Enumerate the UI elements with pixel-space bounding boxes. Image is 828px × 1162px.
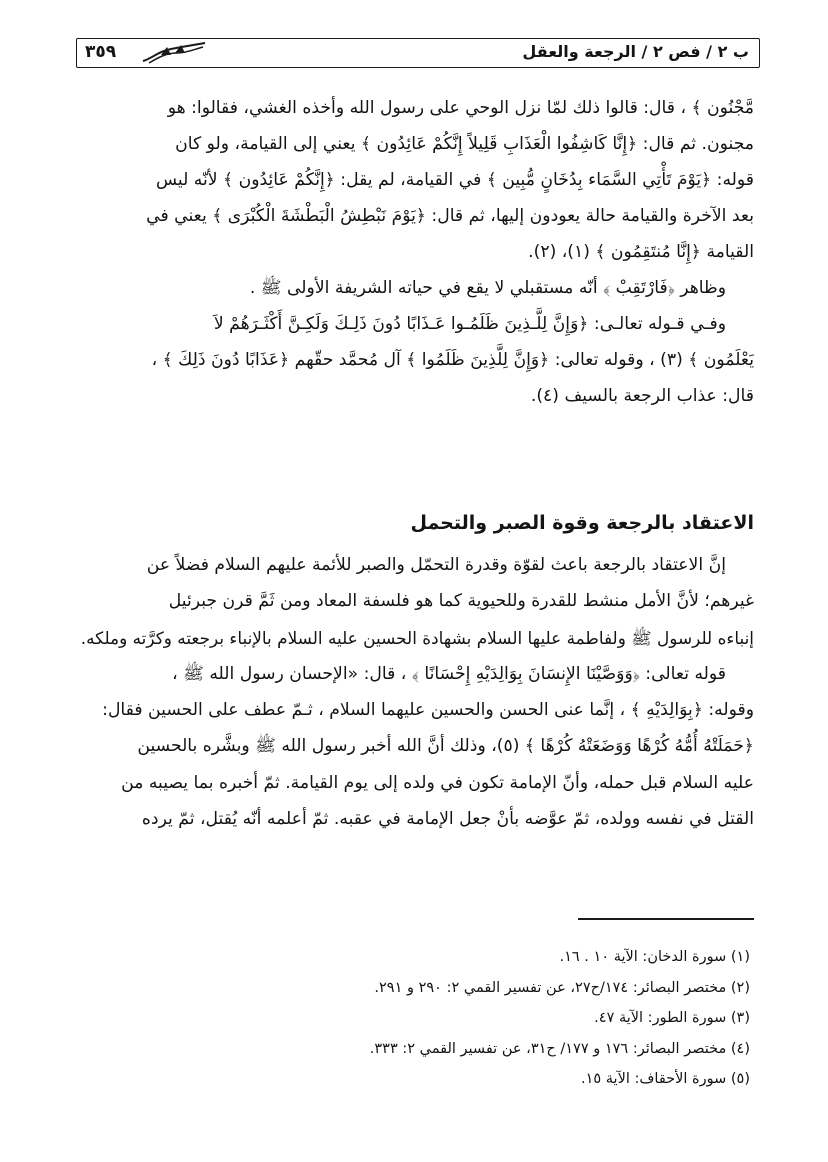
text-line: غيرهم؛ لأنَّ الأمل منشط للقدرة وللحيوية كما هو فلسفة المعاد ومن ثَمَّ قرن جبرئيل — [168, 591, 754, 612]
section-heading: الاعتقاد بالرجعة وقوة الصبر والتحمل — [410, 512, 754, 534]
footnote: (٤) مختصر البصائر: ١٧٦ و ١٧٧/ ح٣١، عن تفسير القمي ٢: ٣٣٣. — [369, 1040, 750, 1057]
footnotes — [370, 942, 750, 1095]
footnote: (٥) سورة الأحقاف: الآية ١٥. — [580, 1071, 750, 1087]
text-line: مجنون. ثم قال: ﴿إِنَّا كَاشِفُوا الْعَذَابِ قَلِيلاً إِنَّكُمْ عَائِدُون ﴾ يعني إلى القيامة، ولو كان — [175, 134, 754, 154]
page-number: ٣٥٩ — [85, 42, 117, 62]
footnote: (١) سورة الدخان: الآية ١٠ . ١٦. — [559, 949, 750, 965]
text-line: وقوله: ﴿بِوَالِدَيْهِ ﴾ ، إنَّما عنى الحسن والحسين عليهما السلام ، ثـمّ عطف على الحسين فقال: — [102, 700, 754, 721]
text-line: ﴿حَمَلَتْهُ أُمُّهُ كُرْهًا وَوَضَعَتْهُ كُرْهًا ﴾ (٥)، وذلك أنَّ الله أخبر رسول الله ﷺ وبشَّره بالحسين — [137, 736, 754, 757]
section-1-text — [74, 90, 754, 414]
text-line: القيامة ﴿إِنَّا مُنتَقِمُون ﴾ (١)، (٢). — [528, 242, 754, 262]
section-2-text — [74, 547, 754, 837]
text-line: قال: عذاب الرجعة بالسيف (٤). — [530, 386, 754, 406]
text-line: يَعْلَمُون ﴾ (٣) ، وقوله تعالى: ﴿وَإِنَّ لِلَّذِينَ ظَلَمُوا ﴾ آل مُحمَّد حقّهم ﴿عَذَابًا دُونَ ذَلِكَ ﴾ ، — [151, 350, 754, 370]
footnote: (٣) سورة الطور: الآية ٤٧. — [594, 1010, 750, 1026]
footnote-divider — [578, 918, 754, 920]
running-title: ب ٢ / فص ٢ / الرجعة والعقل — [522, 42, 749, 61]
footnote: (٢) مختصر البصائر: ١٧٤/ح٢٧، عن تفسير القمي ٢: ٢٩٠ و ٢٩١. — [374, 979, 750, 996]
text-line: وظاهر ﴿فَارْتَقِبْ ﴾ أنّه مستقبلي لا يقع في حياته الشريفة الأولى ﷺ . — [249, 278, 726, 298]
text-line: بعد الآخرة والقيامة حالة يعودون إليها، ثم قال: ﴿يَوْمَ نَبْطِشُ الْبَطْشَةَ الْكُبْرَى ﴾ يعني في — [146, 206, 754, 226]
page-header — [76, 38, 760, 68]
text-line: إنَّ الاعتقاد بالرجعة باعث لقوّة وقدرة التحمّل والصبر للأئمة عليهم السلام فضلاً عن — [146, 555, 726, 575]
ornament-icon — [141, 41, 207, 65]
text-line: قوله تعالى: ﴿وَوَصَّيْنَا الإِنسَانَ بِوَالِدَيْهِ إِحْسَانًا ﴾ ، قال: «الإحسان رسول الله ﷺ ، — [172, 663, 726, 684]
text-line: وفـي قـوله تعالـى: ﴿وَإِنَّ لِلَّـذِينَ ظَلَمُـوا عَـذَابًا دُونَ ذَلِـكَ وَلَكِـنَّ أَكْثَـرَهُمْ لاَ — [213, 314, 726, 334]
text-line: عليه السلام قبل حمله، وأنّ الإمامة تكون في ولده إلى يوم القيامة. ثمّ أخبره بما يصيبه من — [121, 772, 754, 793]
text-line: قوله: ﴿يَوْمَ تَأْتِي السَّمَاء بِدُخَانٍ مُّبِين ﴾ في القيامة، لم يقل: ﴿إِنَّكُمْ عَائِدُون ﴾ لأنّه ليس — [155, 170, 754, 190]
text-line: إنباءه للرسول ﷺ ولفاطمة عليها السلام بشهادة الحسين عليه السلام بالإنباء برجعته وكرَّته وملكه. — [80, 627, 754, 648]
text-line: مَّجْنُون ﴾ ، قال: قالوا ذلك لمّا نزل الوحي على رسول الله وأخذه الغشي، فقالوا: هو — [167, 98, 754, 118]
text-line: القتل في نفسه وولده، ثمّ عوَّضه بأنْ جعل الإمامة في عقبه. ثمّ أعلمه أنّه يُقتل، ثمّ يرده — [141, 809, 754, 830]
